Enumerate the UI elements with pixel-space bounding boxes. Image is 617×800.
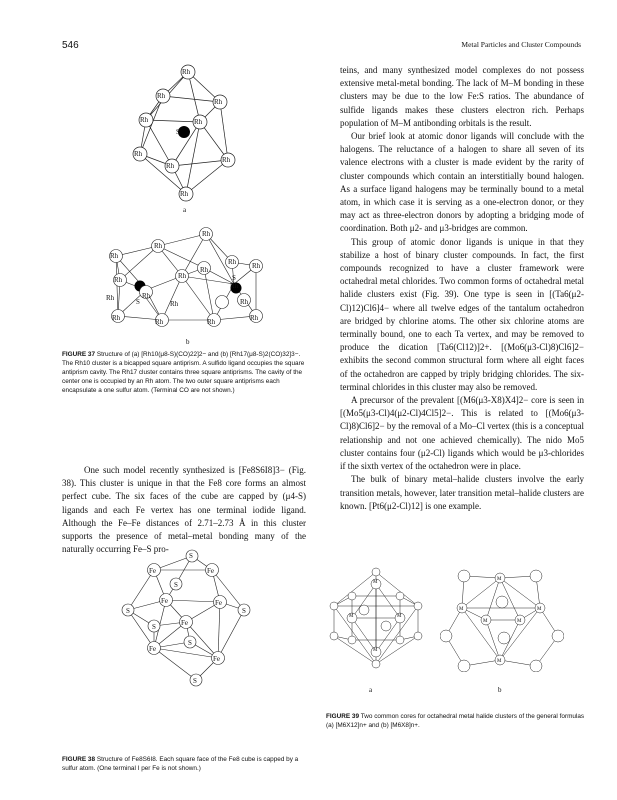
fig38-fe-label: Fe: [215, 599, 222, 607]
fig37b-rh-label: Rh: [170, 300, 179, 308]
figure-38-diagram: [118, 548, 268, 688]
fig37a-rh-label: Rh: [157, 92, 166, 100]
fig37b-rh-label: Rh: [155, 318, 164, 326]
figure-37-caption: [62, 350, 308, 395]
fig37a-rh-label: Rh: [222, 156, 231, 164]
figure-39-caption-head: FIGURE 39: [326, 713, 360, 720]
fig39-sub-b: b: [498, 686, 502, 694]
fig37b-rh-label: Rh: [202, 230, 211, 238]
right-paragraph-4: A precursor of the prevalent [(M6(μ3-X8)X4]2− core is seen in [(Mo5(μ3-Cl)4(μ2-Cl)4Cl5]2−. This is related to [(Mo6(μ3-Cl)8)Cl6]2− by the removal of a Mo–Cl vertex (this is a conceptual relationship and not one achieved chemically). The nido Mo5 cluster contains four (μ2-Cl) ligands which would be μ3-chlorides if the sixth vertex of the octahedron were in place.: [340, 395, 584, 472]
fig37a-rh-label: Rh: [194, 118, 203, 126]
fig38-s-label: S: [188, 639, 192, 647]
fig38-fe-label: Fe: [149, 645, 156, 653]
fig37a-rh-label: Rh: [180, 190, 189, 198]
figure-37-caption-head: FIGURE 37: [62, 351, 96, 358]
fig38-s-label: S: [193, 677, 197, 685]
fig37b-rh-label: Rh: [142, 292, 151, 300]
fig38-fe-label: Fe: [161, 597, 168, 605]
fig39b-m-label: M: [483, 619, 488, 624]
fig38-fe-label: Fe: [181, 619, 188, 627]
right-column-text: [340, 64, 584, 513]
fig37a-rh-label: Rh: [182, 68, 191, 76]
fig37b-rh-label: Rh: [114, 276, 123, 284]
figure-37-b-diagram: [106, 224, 270, 334]
fig37b-rh-label: Rh: [112, 314, 121, 322]
fig37b-rh-label: Rh: [207, 318, 216, 326]
left-column-text: [62, 464, 306, 556]
figure-38-caption: [62, 755, 308, 773]
fig37b-rh-label: Rh: [230, 282, 239, 290]
fig39b-m-label: M: [497, 659, 502, 664]
fig39b-m-label: M: [537, 607, 542, 612]
figure-37-a-diagram: [128, 62, 248, 202]
left-paragraph-1: One such model recently synthesized is [Fe8S6I8]3− (Fig. 38). This cluster is unique in that the Fe8 core forms an almost perfect cube. The six faces of the cube are capped by (μ4-S) ligands and each Fe vertex has one terminal iodide ligand. Although the Fe–Fe distances of 2.71–2.73 Å in this cluster supports the presence of metal–metal bonding many of the naturally occurring Fe–S pro-: [62, 465, 306, 555]
right-paragraph-1: teins, and many synthesized model complexes do not possess extensive metal-metal bonding. The lack of M–M bonding in these clusters may be due to the low Fe:S ratios. The abundance of sulfide ligands makes these clusters electron rich. Perhaps population of M–M antibonding orbitals is the result.: [340, 65, 584, 128]
fig38-fe-label: Fe: [149, 567, 156, 575]
right-paragraph-3: This group of atomic donor ligands is unique in that they stabilize a host of binary cluster compounds. In fact, the first compounds recognized to have a cluster framework were octahedral metal chlorides. Two common forms of octahedral metal halide clusters exist (Fig. 39). One type is seen in [(Ta6(μ2-Cl)12)Cl6]4− where all twelve edges of the tantalum octahedron are bridged by chlorine atoms. The other six chlorine atoms are terminally bound, one to each Ta vertex, and may be removed to produce the dication [Ta6(Cl12)]2+. [(Mo6(μ3-Cl)8)Cl6]2− exhibits the second common structural form where all eight faces of the octahedron are capped by triply bridging chlorides. The six-terminal chlorides in this cluster may also be removed.: [340, 236, 584, 392]
fig38-s-label: S: [126, 607, 130, 615]
fig39b-m-label: M: [517, 619, 522, 624]
fig37b-s-label: S: [232, 274, 236, 282]
fig37a-rh-label: Rh: [134, 150, 143, 158]
fig37b-rh-label: Rh: [110, 252, 119, 260]
fig39a-m-label: M: [397, 614, 402, 619]
right-paragraph-2: Our brief look at atomic donor ligands will conclude with the halogens. The reluctance of a halogen to share all seven of its valence electrons with a cluster is made evident by the rarity of cluster compounds which contain an interstitially bound halogen. As a surface ligand halogens may be terminally bound to a metal atom, in which case it is serving as a one-electron donor, or they may act as three-electron donors by adopting a bridging mode of coordination. Both μ2- and μ3-bridges are common.: [340, 131, 584, 234]
fig39a-m-label: M: [373, 580, 378, 585]
running-title: Metal Particles and Cluster Compounds: [461, 40, 581, 49]
fig37b-rh-label: Rh: [154, 242, 163, 250]
fig37-sub-a: a: [183, 206, 187, 214]
fig37a-rh-label: Rh: [166, 162, 175, 170]
fig38-s-label: S: [152, 623, 156, 631]
fig37b-rh-label: Rh: [200, 266, 209, 274]
figure-39-caption: [326, 712, 588, 730]
fig38-s-label: S: [189, 552, 193, 560]
figure-38-caption-text: Structure of Fe8S6I8. Each square face of the Fe8 cube is capped by a sulfur atom. (One terminal I per Fe is not shown.): [62, 756, 299, 772]
fig39-sub-a: a: [369, 686, 373, 694]
page-number: 546: [62, 40, 79, 51]
fig37a-rh-label: Rh: [140, 116, 149, 124]
fig37b-rh-label: Rh: [106, 294, 115, 302]
fig39b-m-label: M: [497, 577, 502, 582]
figure-39-caption-text: Two common cores for octahedral metal halide clusters of the general formulas (a) [M6X12]n+ and (b) [M6X8]n+.: [326, 713, 585, 729]
fig38-s-label: S: [174, 581, 178, 589]
figure-37-caption-text: Structure of (a) [Rh10(μ8-S)(CO)22]2− and (b) [Rh17(μ8-S)2(CO)32]3−. The Rh10 cluster is a bicapped square antiprism. A sulfido ligand occupies the square antiprism cavity. The Rh17 cluster contains three square antiprisms. The cavity of the center one is occupied by an Rh atom. The two outer square antiprisms each encapsulate a one sulfur atom. (Terminal CO are not shown.): [62, 351, 305, 394]
fig37-sub-b: b: [186, 338, 190, 346]
fig37b-rh-label: Rh: [228, 258, 237, 266]
figure-39-b-diagram: [440, 566, 564, 672]
fig39a-m-label: M: [373, 648, 378, 653]
right-paragraph-5: The bulk of binary metal–halide clusters involve the early transition metals, however, later transition metal–halide clusters are known. [Pt6(μ2-Cl)12] is one example.: [340, 474, 584, 511]
fig37a-rh-label: Rh: [214, 98, 223, 106]
fig38-fe-label: Fe: [213, 655, 220, 663]
fig39b-m-label: M: [459, 607, 464, 612]
fig38-fe-label: Fe: [207, 567, 214, 575]
fig37b-rh-label: Rh: [178, 272, 187, 280]
fig37b-rh-label: Rh: [250, 314, 259, 322]
fig37b-s-label: S: [136, 298, 140, 306]
fig38-s-label: S: [242, 607, 246, 615]
figure-38-caption-head: FIGURE 38: [62, 756, 96, 763]
fig39a-m-label: M: [349, 614, 354, 619]
fig37a-s-label: S: [176, 128, 180, 136]
fig37b-rh-label: Rh: [252, 262, 261, 270]
fig37b-rh-label: Rh: [240, 298, 249, 306]
